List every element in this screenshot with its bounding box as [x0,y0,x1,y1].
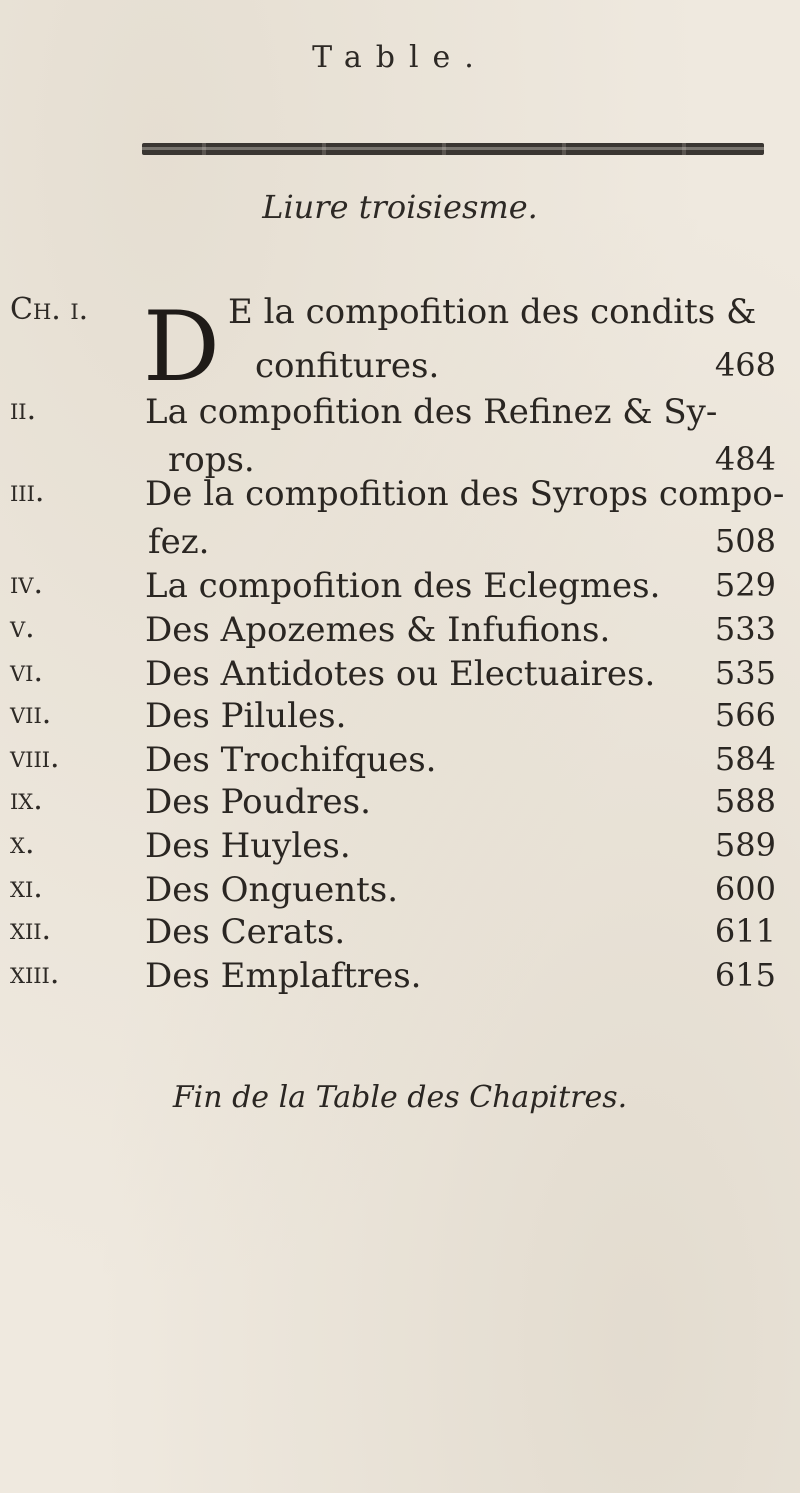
chapter-number: ix. [10,782,43,817]
toc-entry [0,740,800,788]
toc-entry [0,474,800,522]
toc-entry-continuation [0,522,800,570]
chapter-number: xii. [10,912,52,947]
toc-entry [0,870,800,918]
chapter-title: Des Huyles. [145,826,351,866]
toc-entry [0,782,800,830]
toc-entry-continuation [0,346,800,394]
chapter-number: xi. [10,870,43,905]
chapter-number: vi. [10,654,43,689]
chapter-number: iv. [10,566,43,601]
page-number: 600 [714,870,776,908]
toc-entry [0,566,800,614]
page-number: 535 [714,654,776,692]
page-header: Table. [312,40,488,75]
toc-entry [0,292,800,340]
toc-entry [0,826,800,874]
chapter-title: De la compofition des Syrops compo- [145,474,785,514]
chapter-title: Des Trochifques. [145,740,437,780]
toc-entry [0,696,800,744]
chapter-number: iii. [10,474,45,509]
page-number: 533 [714,610,776,648]
ornamental-rule [142,143,764,155]
chapter-title: E la compofition des condits & [228,292,757,332]
toc-entry [0,912,800,960]
chapter-number: ii. [10,392,37,427]
chapter-number: vii. [10,696,52,731]
toc-entry [0,610,800,658]
page-number: 615 [714,956,776,994]
chapter-number: Ch. i. [10,292,89,327]
page-number: 484 [714,440,776,478]
page-number: 566 [714,696,776,734]
page-number: 588 [714,782,776,820]
page-number: 508 [714,522,776,560]
chapter-title-continued: rops. [168,440,255,480]
page-number: 589 [714,826,776,864]
chapter-title: Des Poudres. [145,782,371,822]
chapter-title: Des Pilules. [145,696,347,736]
chapter-title: Des Antidotes ou Electuaires. [145,654,656,694]
book-title: Liure troisiesme. [262,188,538,226]
chapter-title: Des Onguents. [145,870,399,910]
chapter-title: La compofition des Eclegmes. [145,566,661,606]
chapter-number: x. [10,826,35,861]
chapter-title: Des Cerats. [145,912,346,952]
chapter-title: La compofition des Refinez & Sy- [145,392,718,432]
page-number: 584 [714,740,776,778]
chapter-number: viii. [10,740,60,775]
toc-entry [0,392,800,440]
page-number: 529 [714,566,776,604]
end-of-table-note: Fin de la Table des Chapitres. [172,1080,628,1115]
toc-entry [0,654,800,702]
page-number: 468 [714,346,776,384]
chapter-number: v. [10,610,35,645]
chapter-number: xiii. [10,956,60,991]
toc-entry [0,956,800,1004]
drop-cap: D [143,291,220,403]
chapter-title-continued: fez. [148,522,210,562]
page-number: 611 [714,912,776,950]
chapter-title: Des Emplaftres. [145,956,422,996]
chapter-title: Des Apozemes & Infufions. [145,610,611,650]
chapter-title-continued: confitures. [255,346,440,386]
